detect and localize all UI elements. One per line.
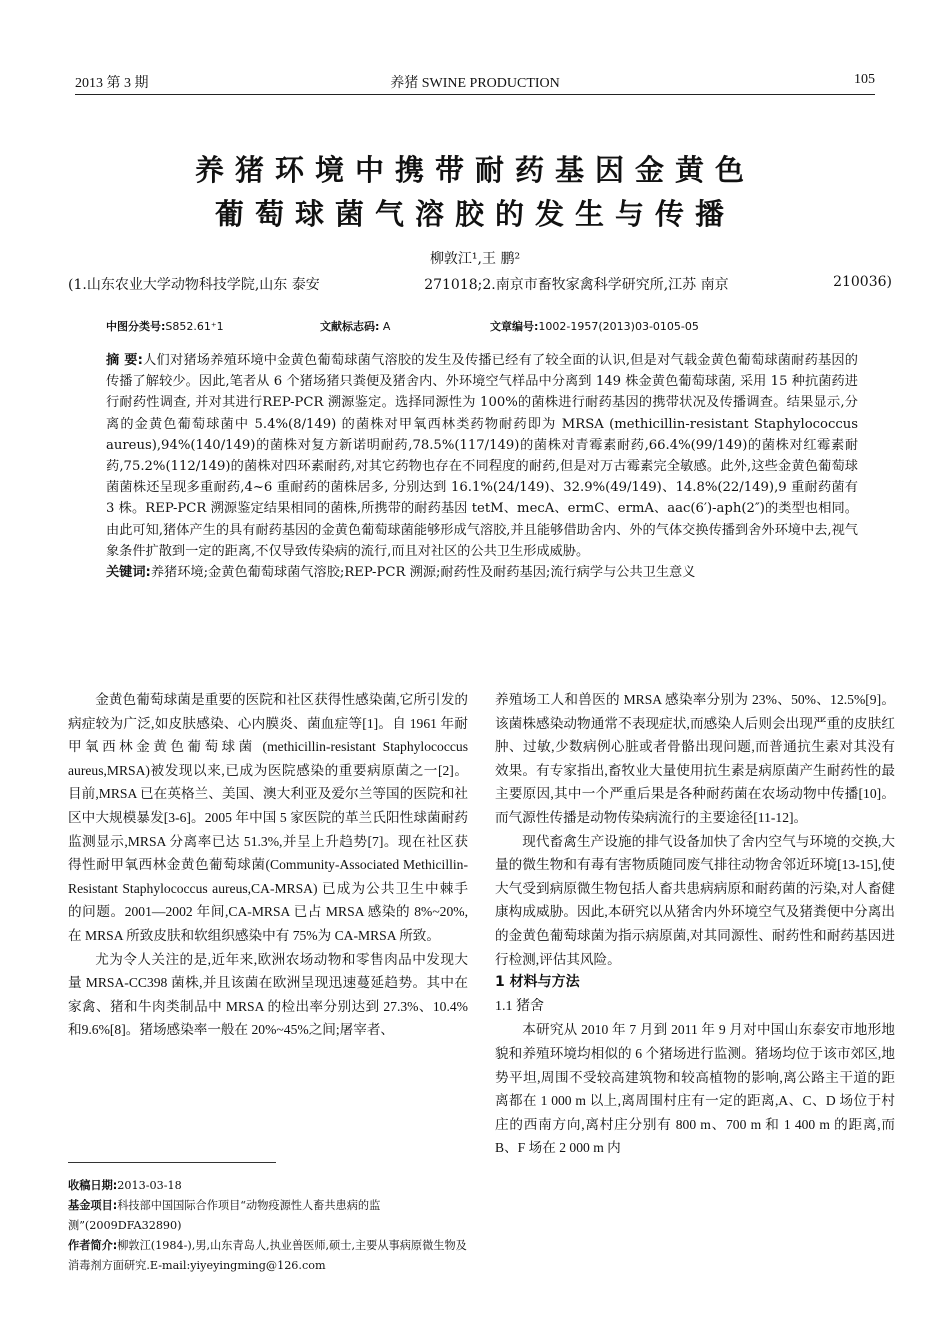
received-date	[68, 1176, 472, 1196]
fund-label: 基金项目:	[68, 1199, 118, 1212]
author-value: 柳敦江(1984-),男,山东青岛人,执业兽医师,硕士,主要从事病原微生物及消毒剂方面研究.E-mail:yiyeyingming@126.com	[68, 1239, 467, 1272]
keywords-text: 养猪环境;金黄色葡萄球菌气溶胶;REP-PCR 溯源;耐药性及耐药基因;流行病学与公共卫生意义	[150, 565, 696, 581]
keywords-label: 关键词:	[106, 565, 151, 581]
fund-value: 科技部中国国际合作项目“动物疫源性人畜共患病的监测”(2009DFA32890)	[68, 1199, 381, 1232]
footnote-divider	[68, 1162, 276, 1163]
doc-value: A	[382, 320, 391, 333]
subsection-heading: 1.1 猪舍	[495, 998, 544, 1014]
clc-value: S852.61⁺1	[165, 320, 224, 333]
title-line-2: 葡萄球菌气溶胶的发生与传播	[214, 197, 735, 231]
article-number	[490, 318, 699, 334]
abstract	[106, 350, 858, 583]
article-value: 1002-1957(2013)03-0105-05	[538, 320, 699, 333]
body-paragraph: 现代畜禽生产设施的排气设备加快了舍内空气与环境的交换,大量的微生物和有毒有害物质随同废气排往动物舍邻近环境[13-15],使大气受到病原微生物包括人畜共患病病原和耐药菌的污染,对人畜健康构成威胁。因此,本研究以从猪舍内外环境空气及猪粪便中分离出的金黄色葡萄球菌为指示病原菌,对其同源性、耐药性和耐药基因进行检测,评估其风险。	[495, 833, 895, 967]
received-value: 2013-03-18	[117, 1179, 182, 1192]
page-number: 105	[854, 72, 875, 87]
abstract-body	[106, 350, 858, 562]
section-heading: 1 材料与方法	[495, 974, 580, 991]
keywords	[106, 562, 858, 583]
abstract-text: 人们对猪场养殖环境中金黄色葡萄球菌气溶胶的发生及传播已经有了较全面的认识,但是对气载金黄色葡萄球菌耐药基因的传播了解较少。因此,笔者从 6 个猪场猪只粪便及猪舍内、外环境空气样品中分离到 149 株金黄色葡萄球菌, 采用 15 种抗菌药进行耐药性调查, 并对其进行REP-PCR 溯源鉴定。选择同源性为 100%的菌株进行耐药基因的携带状况及传播调查。结果显示,分离的金黄色葡萄球菌中 5.4%(8/149) 的菌株对甲氧西林类药物耐药即为 MRSA (methicillin-resistant Staphylococcus aureus),94%(140/149)的菌株对复方新诺明耐药,78.5%(117/149)的菌株对青霉素耐药,66.4%(99/149)的菌株对红霉素耐药,75.2%(112/149)的菌株对四环素耐药,对其它药物也存在不同程度的耐药,但是对万古霉素完全敏感。此外,这些金黄色葡萄球菌菌株还呈现多重耐药,4~6 重耐药的菌株居多, 分别达到 16.1%(24/149)、32.9%(49/149)、14.8%(22/149),9 重耐药菌有 3 株。REP-PCR 溯源鉴定结果相同的菌株,所携带的耐药基因 tetM、mecA、ermC、ermA、aac(6′)-aph(2″)的类型也相同。由此可知,猪体产生的具有耐药基因的金黄色葡萄球菌能够形成气溶胶,并且能够借助舍内、外的气体交换传播到舍外环境中去,视气象条件扩散到一定的距离,不仅导致传染病的流行,而且对社区的公共卫生形成威胁。	[106, 353, 858, 559]
received-label: 收稿日期:	[68, 1179, 118, 1192]
authors: 柳敦江¹,王 鹏²	[429, 251, 521, 267]
body-paragraph: 本研究从 2010 年 7 月到 2011 年 9 月对中国山东泰安市地形地貌和养殖环境均相似的 6 个猪场进行监测。猪场均位于该市郊区,地势平坦,周围不受较高建筑物和较高植物的影响,离公路主干道的距离都在 1 000 m 以上,离周围村庄有一定的距离,A、C、D 场位于村庄的西南方向,离村庄分别有 800 m、700 m 和 1 400 m 的距离,而 B、F 场在 2 000 m 内	[495, 1022, 895, 1156]
affiliation-part-3: 210036)	[833, 274, 892, 290]
author-info	[68, 1236, 472, 1276]
clc-number	[106, 318, 224, 334]
body-paragraph: 尤为令人关注的是,近年来,欧洲农场动物和零售肉品中发现大量 MRSA-CC398 菌株,并且该菌在欧洲呈现迅速蔓延趋势。其中在家禽、猪和牛肉类制品中 MRSA 的检出率分别达到 27.3%、10.4%和9.6%[8]。猪场感染率一般在 20%~45%之间;屠宰者、	[68, 951, 468, 1038]
body-right-column	[495, 688, 895, 1160]
title-line-1: 养猪环境中携带耐药基因金黄色	[194, 153, 755, 187]
abstract-label: 摘 要:	[106, 353, 143, 368]
clc-label: 中图分类号:	[106, 320, 166, 333]
article-label: 文章编号:	[490, 320, 539, 333]
body-paragraph: 养殖场工人和兽医的 MRSA 感染率分别为 23%、50%、12.5%[9]。该菌株感染动物通常不表现症状,而感染人后则会出现严重的皮肤红肿、过敏,少数病例心脏或者骨骼出现问题,而普通抗生素对其没有效果。有专家指出,畜牧业大量使用抗生素是病原菌产生耐药性的最主要原因,其中一个严重后果是各种耐药菌在农场动物中传播[10]。而气源性传播是动物传染病流行的主要途径[11-12]。	[495, 692, 895, 825]
doc-label: 文献标志码:	[320, 320, 380, 333]
journal-name: 养猪 SWINE PRODUCTION	[390, 76, 560, 91]
affiliation-part-2: 271018;2.南京市畜牧家禽科学研究所,江苏 南京	[424, 277, 729, 293]
footnotes	[68, 1176, 472, 1276]
fund-info	[68, 1196, 472, 1236]
running-header	[75, 68, 875, 95]
doc-code	[320, 318, 390, 334]
body-paragraph: 金黄色葡萄球菌是重要的医院和社区获得性感染菌,它所引发的病症较为广泛,如皮肤感染、心内膜炎、菌血症等[1]。自 1961 年耐甲氧西林金黄色葡萄球菌 (methicillin-resistant Staphylococcus aureus,MRSA)被发现以来,已成为医院感染的重要病原菌之一[2]。目前,MRSA 已在英格兰、美国、澳大利亚及爱尔兰等国的医院和社区中大规模暴发[3-6]。2005 年中国 5 家医院的革兰氏阳性球菌耐药监测显示,MRSA 分离率已达 51.3%,并呈上升趋势[7]。现在社区获得性耐甲氧西林金黄色葡萄球菌(Community-Associated Methicillin-Resistant Staphylococcus aureus,CA-MRSA) 已成为公共卫生中棘手的问题。2001—2002 年间,CA-MRSA 已占 MRSA 感染的 8%~20%,在 MRSA 所致皮肤和软组织感染中有 75%为 CA-MRSA 所致。	[68, 692, 468, 943]
issue-label: 2013 第 3 期	[75, 76, 149, 91]
affiliation	[68, 274, 892, 294]
affiliation-part-1: (1.山东农业大学动物科技学院,山东 泰安	[68, 277, 320, 293]
body-left-column	[68, 688, 468, 1042]
author-label: 作者简介:	[68, 1239, 118, 1252]
